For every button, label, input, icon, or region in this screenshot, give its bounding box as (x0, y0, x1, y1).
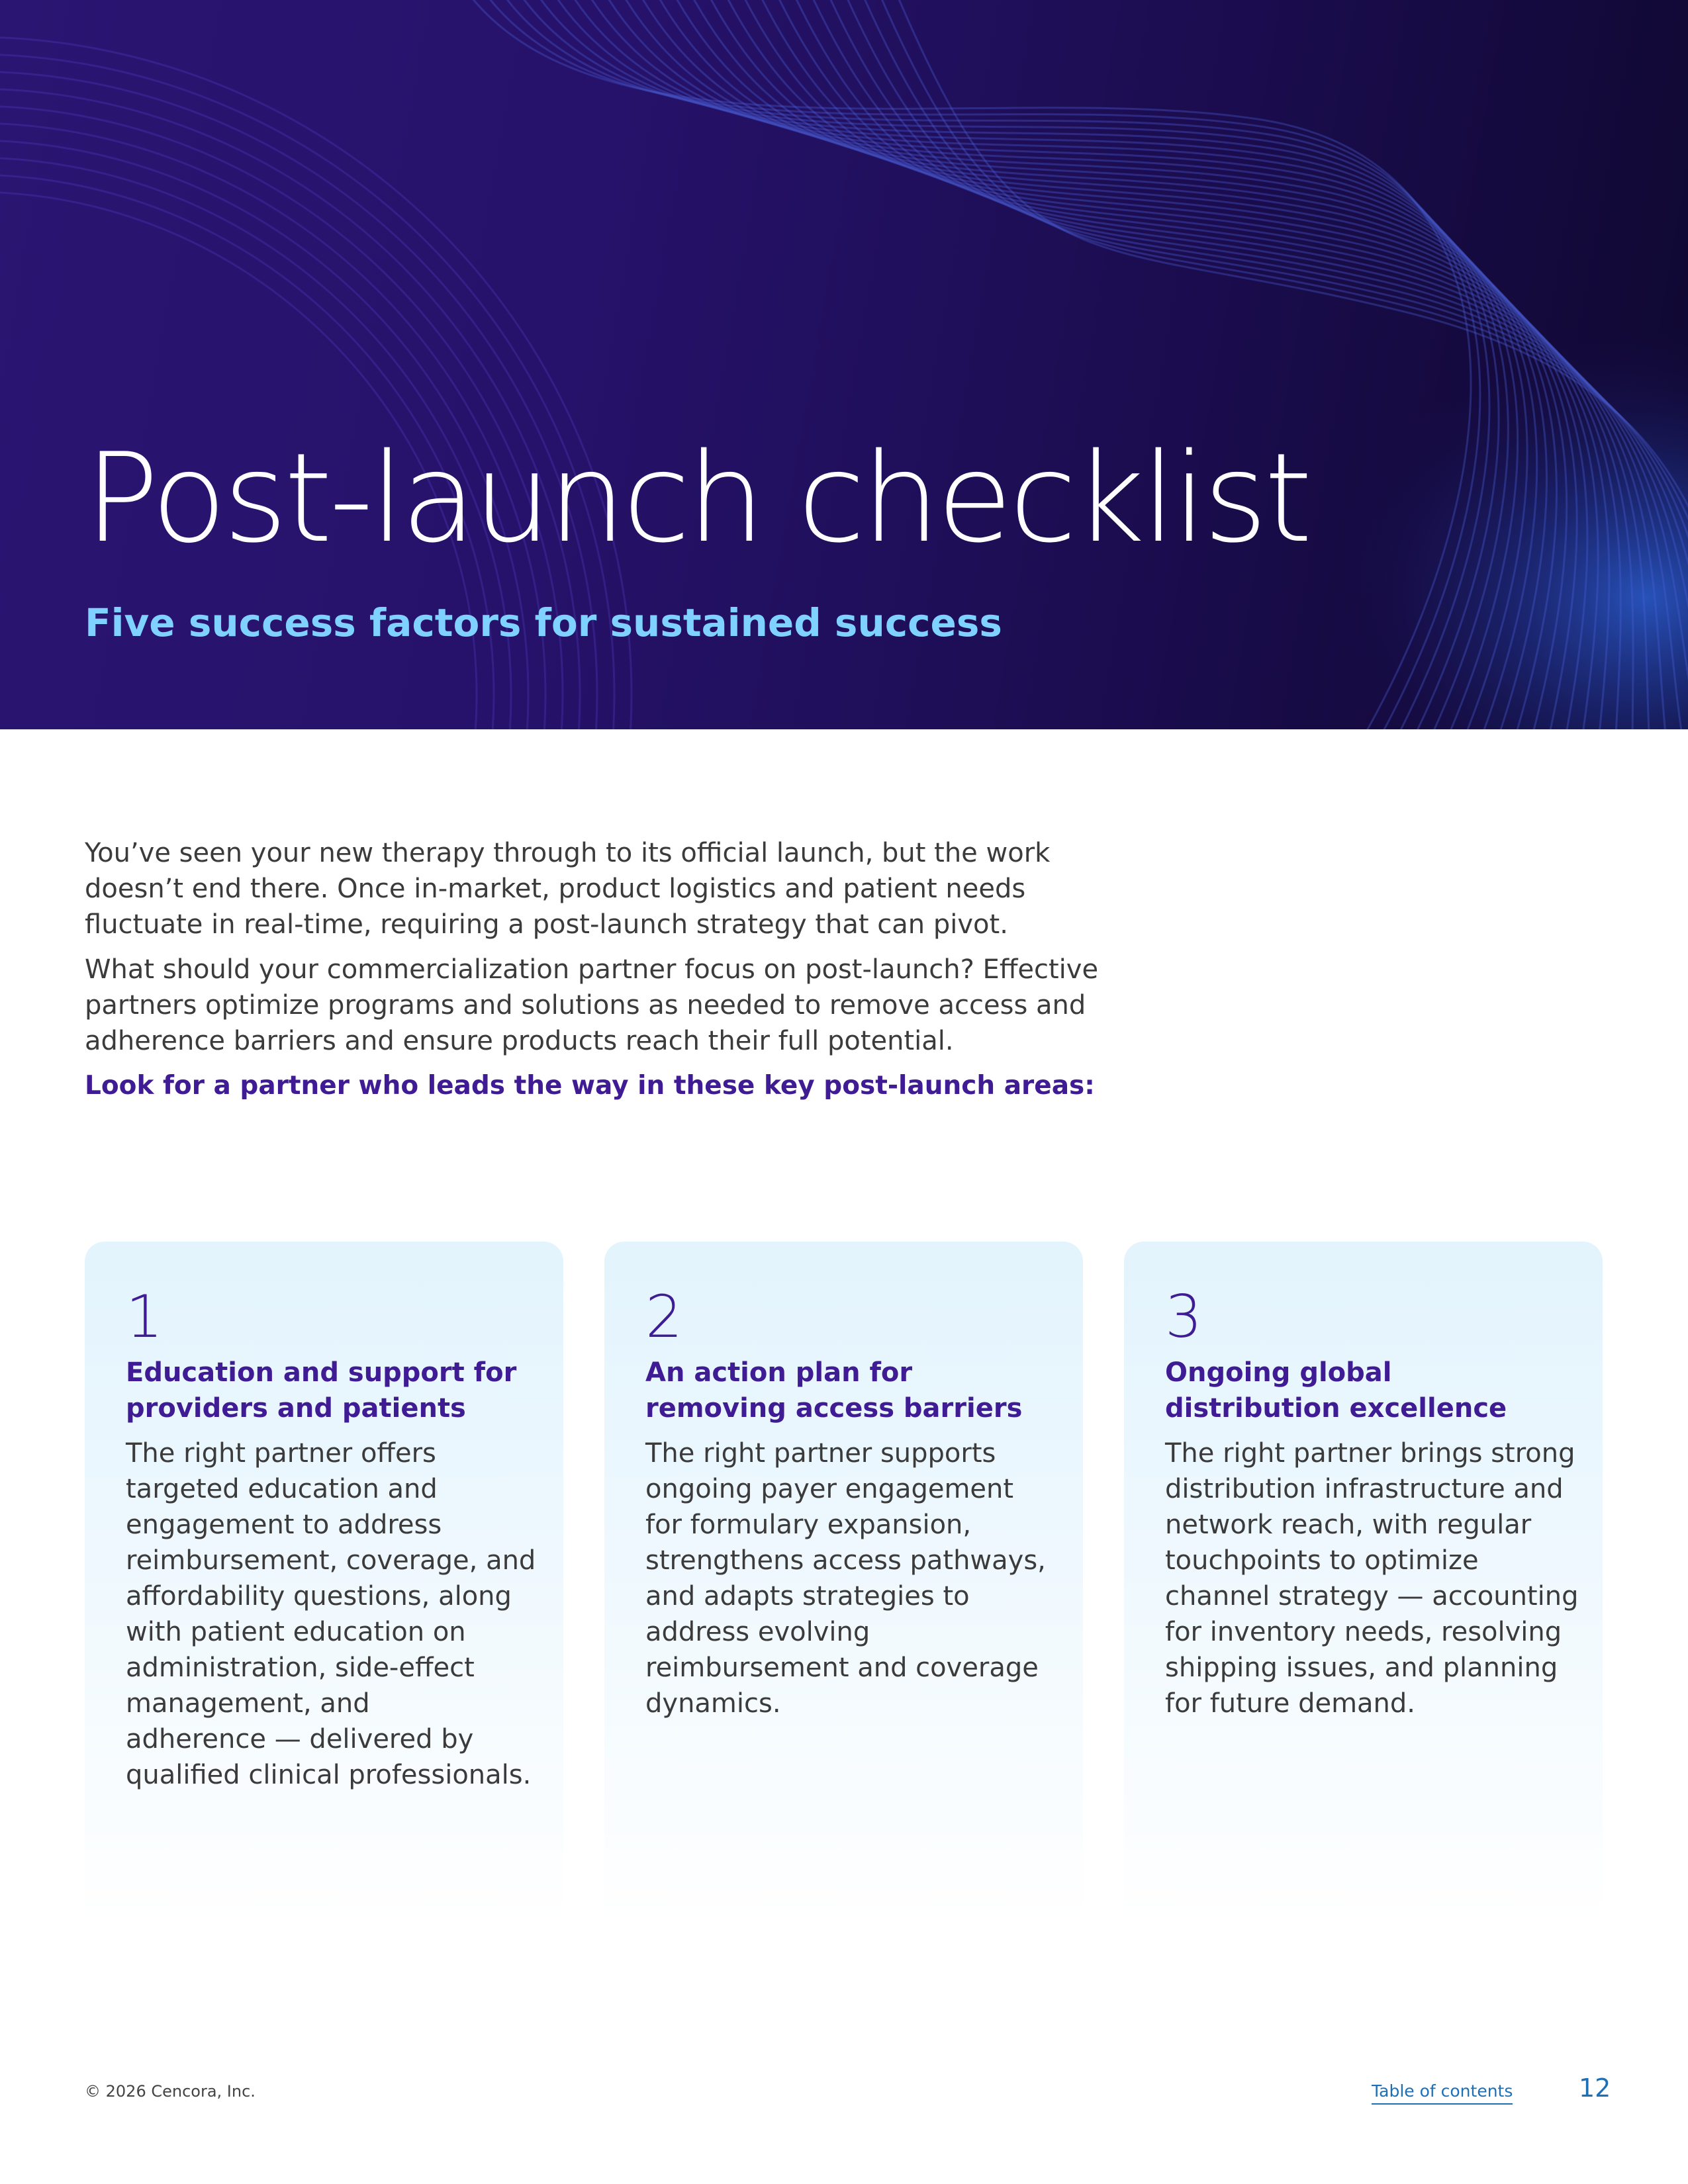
card-heading (645, 1355, 1042, 1426)
card-body-line: administration, side-effect (126, 1653, 475, 1683)
card-body-line: ongoing payer engagement (645, 1474, 1014, 1504)
card-heading-line: distribution excellence (1165, 1393, 1507, 1424)
intro-lead-in: Look for a partner who leads the way in these key post-launch areas: (85, 1071, 1095, 1101)
card-body-line: qualified clinical professionals. (126, 1760, 532, 1790)
card-body-line: channel strategy — accounting (1165, 1581, 1579, 1612)
card-body-line: engagement to address (126, 1510, 442, 1540)
card-body-line: affordability questions, along (126, 1581, 512, 1612)
card-body-line: for inventory needs, resolving (1165, 1617, 1562, 1647)
card-number: 2 (645, 1283, 682, 1351)
page-subtitle: Five success factors for sustained success (85, 600, 1002, 645)
card-body-line: strengthens access pathways, (645, 1545, 1046, 1576)
card-heading (1165, 1355, 1562, 1426)
success-factor-card (1124, 1242, 1603, 1923)
table-of-contents-link[interactable]: Table of contents (1372, 2081, 1513, 2105)
card-body-line: adherence — delivered by (126, 1724, 474, 1754)
card-heading-line: An action plan for (645, 1357, 913, 1388)
card-body (126, 1435, 536, 1793)
card-heading-line: Ongoing global (1165, 1357, 1392, 1388)
card-body-line: distribution infrastructure and (1165, 1474, 1564, 1504)
card-body-line: touchpoints to optimize (1165, 1545, 1479, 1576)
page-number: 12 (1579, 2073, 1611, 2103)
card-body-line: reimbursement, coverage, and (126, 1545, 536, 1576)
card-body-line: The right partner brings strong (1165, 1438, 1575, 1469)
card-body-line: management, and (126, 1688, 370, 1719)
card-body-line: dynamics. (645, 1688, 781, 1719)
card-body-line: The right partner supports (645, 1438, 996, 1469)
card-heading-line: providers and patients (126, 1393, 466, 1424)
intro-paragraph: You’ve seen your new therapy through to its official launch, but the work doesn’t end there. Once in-market, product logistics and patient needs fluctuate in real-time, requiring a post-launch strategy that can pivot. (85, 838, 1051, 940)
success-factor-card (85, 1242, 563, 1923)
intro-section (85, 835, 1117, 1113)
card-body-line: reimbursement and coverage (645, 1653, 1039, 1683)
card-body-line: address evolving (645, 1617, 870, 1647)
success-factor-card (604, 1242, 1083, 1923)
card-body-line: targeted education and (126, 1474, 438, 1504)
card-heading (126, 1355, 522, 1426)
card-number: 1 (126, 1283, 163, 1351)
card-body (1165, 1435, 1579, 1721)
card-body-line: shipping issues, and planning (1165, 1653, 1558, 1683)
hero-banner (0, 0, 1688, 729)
card-heading-line: Education and support for (126, 1357, 517, 1388)
card-body-line: The right partner offers (126, 1438, 436, 1469)
card-body-line: for future demand. (1165, 1688, 1416, 1719)
card-body-line: for formulary expansion, (645, 1510, 972, 1540)
card-number: 3 (1165, 1283, 1202, 1351)
card-body (645, 1435, 1046, 1721)
footer-copyright: © 2026 Cencora, Inc. (85, 2082, 256, 2101)
card-body-line: with patient education on (126, 1617, 466, 1647)
card-body-line: network reach, with regular (1165, 1510, 1532, 1540)
intro-paragraph: What should your commercialization partner focus on post-launch? Effective partners optimize programs and solutions as needed to remove access and adherence barriers and ensure products reach their full potential. (85, 954, 1099, 1056)
success-factor-cards (85, 1242, 1603, 1923)
page-title: Post-launch checklist (85, 426, 1309, 570)
card-body-line: and adapts strategies to (645, 1581, 970, 1612)
card-heading-line: removing access barriers (645, 1393, 1023, 1424)
